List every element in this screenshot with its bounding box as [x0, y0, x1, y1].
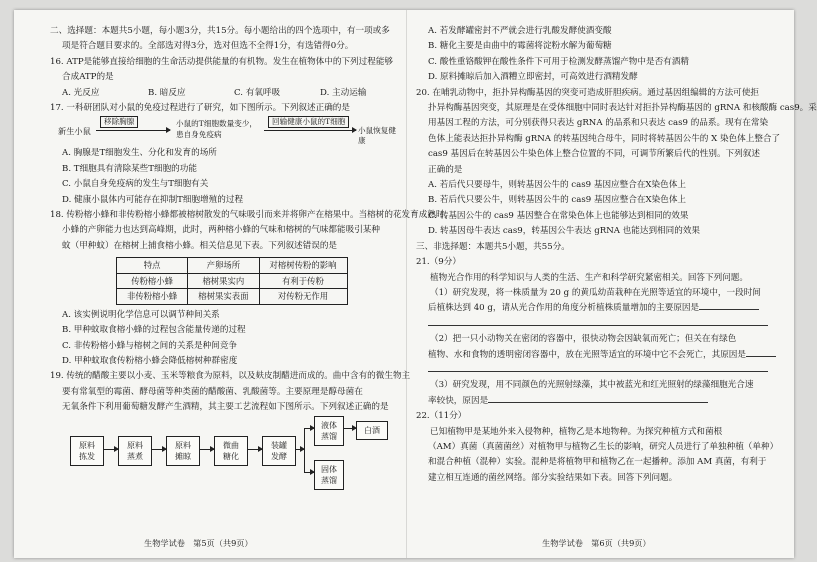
- q18-option-c[interactable]: C. 非传粉榕小蜂与榕树之间的关系是种间竞争: [62, 340, 238, 351]
- q16-option-c[interactable]: C. 有氧呼吸: [234, 87, 281, 98]
- flow-box-saccharify: 微曲 糖化: [214, 436, 248, 466]
- q17-option-d[interactable]: D. 健康小鼠体内可能存在抑制T细胞增殖的过程: [62, 194, 244, 205]
- q17-flow-end: 小鼠恢复健康: [358, 126, 396, 146]
- q22-line: 和混合种植（混种）实验。混种是将植物甲和植物乙在一起播种。添加 AM 真菌，有利于: [428, 457, 767, 468]
- flow-box-raw-cool: 原料 摊晾: [166, 436, 200, 466]
- flow-arrow: [296, 449, 304, 450]
- right-page: [416, 24, 817, 486]
- q16-option-d[interactable]: D. 主动运输: [320, 87, 367, 98]
- table-header: 对榕树传粉的影响: [259, 258, 347, 274]
- q20-stem-cont: 用基因工程的方法，可分别获得只表达 gRNA 的品系和只表达 cas9 的品系。现有在常染: [428, 118, 769, 129]
- table-header: 特点: [117, 258, 188, 274]
- answer-blank[interactable]: [746, 348, 776, 357]
- table-cell: 传粉榕小蜂: [117, 273, 188, 289]
- q18-stem-cont1: 小蜂的产卵能力也达到高峰期，此时，两种榕小蜂的气味和榕树的气味都能吸引某种: [62, 225, 380, 236]
- right-page-footer: 生物学试卷 第6页（共9页）: [542, 538, 651, 548]
- q17-flow-step2: 回输健康小鼠的T细胞: [268, 116, 349, 128]
- flow-box-ferment: 装罐 发酵: [262, 436, 296, 466]
- q21-heading: 21.（9分）: [416, 257, 461, 268]
- q17-arrow-2: [264, 130, 356, 131]
- q21-part3-line2: 率较快，原因是: [416, 394, 786, 409]
- q17-flow-diagram: [50, 116, 402, 146]
- q21-part2-line2: 植物、水和食物的透明密闭容器中，放在光照等适宜的环境中它不会死亡，其原因是: [416, 348, 786, 363]
- q18-option-d[interactable]: D. 甲种蚊取食传粉榕小蜂会降低榕树种群密度: [62, 356, 238, 366]
- table-cell: 榕树果实表面: [188, 289, 259, 305]
- q17-option-a[interactable]: A. 胸腺是T细胞发生、分化和发育的场所: [62, 148, 217, 159]
- q19-stem-cont1: 要有常氧型的霉菌、酵母菌等种类菌的醋酸菌、乳酸菌等。主要原理是醇母菌在: [62, 386, 363, 397]
- flow-arrow: [304, 472, 314, 473]
- q21-part1: （1）研究发现，将一株质量为 20 g 的黄瓜幼苗栽种在光照等适宜的环境中，一段时间: [430, 287, 761, 298]
- q21-part3: （3）研究发现，用不同颜色的光照射绿藻，其中被蓝光和红光照射的绿藻细胞光合速: [430, 380, 754, 391]
- flow-arrow: [200, 449, 214, 450]
- flow-box-liquor: 白酒: [356, 421, 388, 440]
- q20-stem-cont: cas9 基因后在转基因公牛染色体上整合位置的不同，可调节所繁后代的性别。下列叙述: [428, 149, 760, 160]
- table-cell: 榕树果实内: [188, 273, 259, 289]
- q18-option-a[interactable]: A. 该实例说明化学信息可以调节种间关系: [62, 309, 220, 320]
- q17-flow-mid1: 小鼠的T细胞数量变少，: [176, 119, 258, 129]
- flow-box-solid-distill: 固体 蒸馏: [314, 460, 344, 490]
- q20-stem-cont: 色体上能表达拒扑异构酶 gRNA 的转基因纯合母牛，同时将转基因公牛的 X 染色体上整合了: [428, 133, 781, 144]
- q20-option-d[interactable]: D. 转基因母牛表达 cas9，转基因公牛表达 gRNA 也能达到相同的效果: [428, 226, 701, 237]
- q17-option-b[interactable]: B. T细胞具有清除某些T细胞的功能: [62, 163, 197, 174]
- section-title: 二、选择题：本题共5小题，每小题3分，共15分。每小题给出的四个选项中，有一项或多: [50, 26, 390, 36]
- section-title-cont: 项是符合题目要求的。全部选对得3分，选对但选不全得1分，有选错得0分。: [62, 41, 354, 52]
- q18-stem-cont2: 蚊（甲种蚊）在榕树上捕食榕小蜂。相关信息见下表。下列叙述错误的是: [62, 240, 338, 251]
- answer-blank[interactable]: [488, 394, 708, 403]
- q19-stem: 19. 传统的醋酸主要以小麦、玉米等粮食为原料，以及麸皮制醋进而成的。曲中含有的微生物主: [50, 371, 411, 382]
- q22-heading: 22.（11分）: [416, 411, 467, 422]
- table-cell: 非传粉榕小蜂: [117, 289, 188, 305]
- exam-sheet: [14, 10, 817, 558]
- section3-title: 三、非选择题：本题共5小题，共55分。: [416, 241, 570, 252]
- q19-process-flow: [50, 418, 402, 485]
- q17-flow-start: 新生小鼠: [58, 126, 91, 137]
- answer-line: [416, 317, 786, 332]
- q19-option-a[interactable]: A. 若发酵罐密封不严就会进行乳酸发酵使酒变酸: [428, 26, 612, 36]
- table-row: [117, 289, 348, 305]
- q16-options: [50, 86, 402, 101]
- flow-box-liquid-distill: 液体 蒸馏: [314, 416, 344, 446]
- q22-line: 建立相互连通的菌丝网络。部分实验结果如下表。回答下列问题。: [428, 472, 678, 483]
- q22-line: （AM）真菌（真菌菌丝）对植物甲与植物乙生长的影响，研究人员进行了单独种植（单种）: [428, 441, 779, 452]
- table-cell: 有利于传粉: [259, 273, 347, 289]
- flow-arrow: [248, 449, 262, 450]
- table-header: 产卵场所: [188, 258, 259, 274]
- q18-table: [116, 257, 348, 305]
- answer-line: [416, 363, 786, 378]
- q16-stem-cont: 合成ATP的是: [62, 72, 114, 83]
- flow-arrow: [344, 428, 356, 429]
- q21-intro: 植物光合作用的科学知识与人类的生活、生产和科学研究紧密相关。回答下列问题。: [430, 272, 748, 283]
- q21-part2: （2）把一只小动物关在密闭的容器中，很快动物会因缺氧而死亡；但关在有绿色: [430, 334, 737, 345]
- q20-stem-cont: 扑异构酶基因突变，其原理是在受体细胞中同时表达针对拒扑异构酶基因的 gRNA 和核酸酶 cas9。采: [428, 103, 817, 114]
- q17-flow-step1: 移除胸腺: [100, 116, 138, 128]
- page-fold: [406, 10, 407, 558]
- flow-arrow: [304, 428, 314, 429]
- q22-line: 已知植物甲是某地外来入侵物种，植物乙是本地物种。为探究种植方式和菌根: [430, 426, 723, 437]
- q17-option-c[interactable]: C. 小鼠自身免疫病的发生与T细胞有关: [62, 179, 209, 190]
- table-cell: 对传粉无作用: [259, 289, 347, 305]
- q19-stem-cont2: 无氧条件下利用葡萄糖发酵产生酒精，其主要工艺流程如下图所示。下列叙述正确的是: [62, 402, 389, 413]
- flow-box-raw-soak: 原料 拣发: [70, 436, 104, 466]
- flow-arrow: [104, 449, 118, 450]
- q21-part1-line2: 后植株达到 40 g，请从光合作用的角度分析植株质量增加的主要原因是: [416, 301, 786, 316]
- answer-blank[interactable]: [428, 317, 768, 326]
- q18-stem: 18. 传粉榕小蜂和非传粉榕小蜂都被榕树散发的气味吸引而来并将卵产在榕果中。当榕树的花发育成熟时，: [50, 210, 454, 221]
- q17-stem: 17. 一科研团队对小鼠的免疫过程进行了研究，如下图所示。下列叙述正确的是: [50, 103, 350, 114]
- q20-stem-cont: 正确的是: [428, 164, 463, 175]
- table-row: [117, 273, 348, 289]
- q16-option-a[interactable]: A. 光反应: [62, 87, 100, 98]
- table-header-row: [117, 258, 348, 274]
- q19-option-b[interactable]: B. 糖化主要是由曲中的霉菌将淀粉水解为葡萄糖: [428, 41, 612, 52]
- q16-stem: 16. ATP是能够直接给细胞的生命活动提供能量的有机物。发生在植物体中的下列过程能够: [50, 56, 394, 67]
- left-page-footer: 生物学试卷 第5页（共9页）: [144, 538, 253, 548]
- flow-box-raw-steam: 原料 蒸煮: [118, 436, 152, 466]
- flow-branch-line: [304, 428, 305, 472]
- q16-option-b[interactable]: B. 暗反应: [148, 87, 186, 98]
- q19-option-c[interactable]: C. 酸性重铬酸钾在酸性条件下可用于检测发酵蒸馏产物中是否有酒精: [428, 56, 689, 67]
- flow-arrow: [152, 449, 166, 450]
- q20-option-a[interactable]: A. 若后代只要母牛，则转基因公牛的 cas9 基因应整合在X染色体上: [428, 180, 686, 191]
- answer-blank[interactable]: [699, 301, 759, 310]
- answer-blank[interactable]: [428, 363, 768, 372]
- q18-option-b[interactable]: B. 甲种蚊取食榕小蜂的过程包含能量传递的过程: [62, 325, 246, 336]
- q19-option-d[interactable]: D. 原料摊晾后加入酒糟立即密封，可高效进行酒精发酵: [428, 72, 638, 83]
- q20-stem: 20. 在哺乳动物中，拒扑异构酶基因的突变可造成肝胆疾病。通过基因组编辑的方法可使拒: [416, 87, 759, 98]
- q20-option-b[interactable]: B. 若后代只要公牛，则转基因公牛的 cas9 基因应整合在X染色体上: [428, 195, 687, 206]
- q20-option-c[interactable]: C. 转基因公牛的 cas9 基因整合在常染色体上也能够达到相同的效果: [428, 210, 689, 221]
- q17-flow-mid2: 患自身免疫病: [176, 130, 222, 140]
- q17-arrow-1: [96, 130, 170, 131]
